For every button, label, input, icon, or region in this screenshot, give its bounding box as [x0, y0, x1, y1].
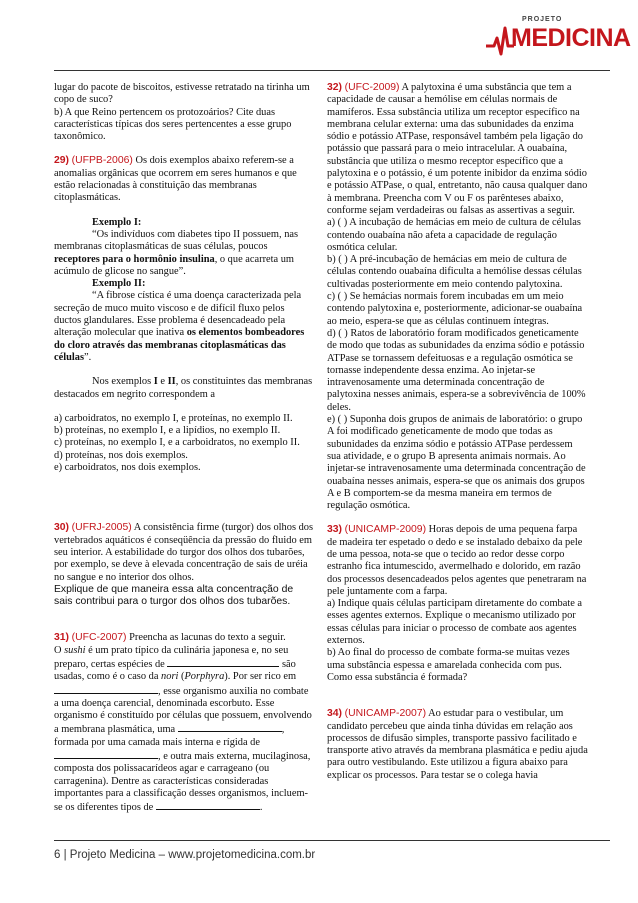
question-source: (UFC-2007) — [71, 632, 127, 644]
question-31: 31) (UFC-2007) Preencha as lacunas do texto a seguir. O sushi é um prato típico da culinária japonesa e, no seu preparo, certas espécies de são usadas, como é o caso da nori (Porphyra). Por ser rico em , esse organismo auxilia no combate a uma doença carencial, denominada escorbuto. Esse organismo é constituído por células que possuem, envolvendo a membrana plasmática, uma , formada por uma camada mais interna e rígida de , e outra mais externa, mucilaginosa, composta dos polissacarídeos agar e carrageano (ou carragenina). Dentre as características consideradas importantes para a classificação desses organismos, incluem-se os diferentes tipos de . — [54, 632, 314, 814]
logo-main-text: MEDICINA — [511, 24, 631, 52]
example-1-text: “Os indivíduos com diabetes tipo II possuem, nas membranas citoplasmáticas de suas células, poucos receptores para o hormônio insulina, o que acarreta um acúmulo de glicose no sangue”. — [54, 228, 299, 277]
question-number: 33) — [327, 524, 343, 536]
fill-in-text: O sushi é um prato típico da culinária japonesa e, no seu preparo, certas espécies de são usadas, como é o caso da nori (Porphyra). Por ser rico em , esse organismo auxilia no combate a uma doença carencial, denominada escorbuto. Esse organismo é constituído por células que possuem, envolvendo a membrana plasmática, uma , formada por uma camada mais interna e rígida de , e outra mais externa, mucilaginosa, composta dos polissacarídeos agar e carrageano (ou carragenina). Dentre as características consideradas importantes para a classificação desses organismos, incluem-se os diferentes tipos de . — [54, 644, 312, 814]
logo-top-text: PROJETO — [522, 16, 563, 23]
item-b: b) Ao final do processo de combate forma-se muitas vezes uma substância espessa e amarelada conhecida com pus. Como essa substância é formada? — [327, 647, 570, 683]
question-number: 34) — [327, 708, 343, 720]
item-a: a) Indique quais células participam diretamente do combate a esses agentes externos. Explique o mecanismo utilizado por essas células para iniciar o processo de combate aos agentes externos. — [327, 598, 583, 647]
question-intro: A palytoxina é uma substância que tem a capacidade de causar a hemólise em células normais de mamíferos. Essa substância utiliza um receptor específico na membrana celular externa: uma das subunidades da enzima sódio e potássio ATPase, responsável também pela ligação do potássio que passará para o meio intracelular. A ouabaína, substância que utiliza o mesmo receptor específico que a palytoxina e o potássio, é um potente inibidor da enzima sódio e potássio ATPase, o qual, entretanto, não causa qualquer dano à membrana. Preencha com V ou F os parênteses abaixo, conforme sejam verdadeiras ou falsas as assertivas a seguir. — [327, 82, 588, 216]
header-rule — [54, 70, 610, 71]
continuation-text: lugar do pacote de biscoitos, estivesse retratado na tirinha um copo de suco? — [54, 82, 310, 106]
question-source: (UNICAMP-2007) — [344, 708, 427, 720]
option-b: b) proteínas, no exemplo I, e a lipídios, no exemplo II. — [54, 425, 281, 437]
question-source: (UFPB-2006) — [71, 155, 133, 167]
assertion-d: d) ( ) Ratos de laboratório foram modificados geneticamente de modo que todas as subunidades da enzima sódio e potássio ATPase se tornassem defeituosas e a regulação osmótica se tornasse independente dessa enzima. Ao injetar-se intravenosamente uma determinada concentração de palytoxina nesses animais, espera-se a sobrevivência de 100% deles. — [327, 327, 586, 413]
continuation-text-b: b) A que Reino pertencem os protozoários? Cite duas características típicas dos seres pertencentes a esse grupo taxonômico. — [54, 106, 292, 143]
blank-5[interactable] — [156, 800, 260, 810]
question-33 — [327, 524, 589, 684]
question-number: 29) — [54, 155, 70, 167]
question-intro: Os dois exemplos abaixo referem-se a anomalias orgânicas que ocorrem em seres humanos e que estão relacionadas à constituição das membranas citoplasmáticas. — [54, 155, 297, 204]
assertion-a: a) ( ) A incubação de hemácias em meio de cultura de células contendo ouabaína não afeta a capacidade de regulação osmótica celular. — [327, 217, 581, 253]
example-2-title: Exemplo II: — [92, 278, 146, 290]
question-number: 32) — [327, 82, 343, 93]
assertion-b: b) ( ) A pré-incubação de hemácias em meio de cultura de células contendo ouabaína dificulta a hemólise dessas células cultivadas posteriormente em meio contendo palytoxina. — [327, 254, 582, 290]
question-stem: Nos exemplos I e II, os constituintes das membranas destacados em negrito correspondem a — [54, 376, 313, 400]
question-intro: Horas depois de uma pequena farpa de madeira ter espetado o dedo e se instalado debaixo da pele de uma pessoa, nota-se que o tecido ao redor desse corpo estranho fica intumescido, avermelhado e dolorido, em razão dos processos desencadeados pelos agentes que penetraram na pele juntamente com a farpa. — [327, 524, 587, 597]
assertion-c: c) ( ) Se hemácias normais forem incubadas em um meio contendo palytoxina e, posteriormente, adicionar-se ouabaína ao meio, espera-se que as células continuem íntegras. — [327, 291, 583, 327]
blank-3[interactable] — [178, 722, 282, 732]
question-prompt: Explique de que maneira essa alta concentração de sais contribui para o turgor dos olhos dos tubarões. — [54, 583, 294, 608]
left-column — [54, 82, 314, 815]
question-number: 30) — [54, 522, 70, 534]
question-29 — [54, 155, 314, 474]
question-32 — [327, 82, 589, 512]
example-1-title: Exemplo I: — [92, 216, 142, 228]
example-2-text: “A fibrose cística é uma doença caracterizada pela secreção de muco muito viscoso e de difícil fluxo pelos ductos glandulares. Esse problema é desencadeado pela alteração molecular que inativa os elementos bombeadores do cloro através das membranas citoplasmáticas das células”. — [54, 290, 305, 363]
option-c: c) proteínas, no exemplo I, e a carboidratos, no exemplo II. — [54, 437, 300, 449]
question-text: A consistência firme (turgor) dos olhos dos vertebrados aquáticos é conseqüência da pressão do fluido em seu interior. A estabilidade do turgor dos olhos dos tubarões, por exemplo, se deve à elevada concentração de sais de uréia no sangue e no interior dos olhos. — [54, 522, 314, 583]
footer-rule — [54, 840, 610, 841]
question-30 — [54, 522, 314, 608]
question-34 — [327, 708, 589, 782]
projeto-medicina-logo — [478, 14, 631, 64]
question-number: 31) — [54, 632, 70, 644]
page-footer: 6 | Projeto Medicina – www.projetomedicina.com.br — [54, 849, 316, 861]
right-column — [327, 82, 589, 782]
option-a: a) carboidratos, no exemplo I, e proteínas, no exemplo II. — [54, 412, 293, 424]
question-intro: Ao estudar para o vestibular, um candidato percebeu que ainda tinha dúvidas em relação aos processos de difusão simples, transporte passivo facilitado e transporte ativo através da membrana plasmática e pediu ajuda para outro vestibulando. Este utilizou a figura abaixo para explicar os processos. Para testar se o colega havia — [327, 708, 588, 781]
question-source: (UNICAMP-2009) — [344, 524, 427, 536]
question-source: (UFRJ-2005) — [71, 522, 132, 534]
blank-2[interactable] — [54, 684, 158, 694]
question-source: (UFC-2009) — [344, 82, 400, 93]
blank-4[interactable] — [54, 749, 158, 759]
assertion-e: e) ( ) Suponha dois grupos de animais de laboratório: o grupo A foi modificado geneticamente de modo que todas as subunidades da enzima sódio e potássio ATPase perdessem sua atividade, e o grupo B apresenta animais normais. Ao injetar-se intravenosamente uma determinada concentração de ouabaína nesses animais, espera-se que os animais dos grupos A e B comportem-se da mesma maneira em termos de regulação osmótica. — [327, 414, 586, 512]
option-e: e) carboidratos, nos dois exemplos. — [54, 462, 201, 474]
option-d: d) proteínas, nos dois exemplos. — [54, 449, 188, 461]
blank-1[interactable] — [167, 657, 279, 667]
